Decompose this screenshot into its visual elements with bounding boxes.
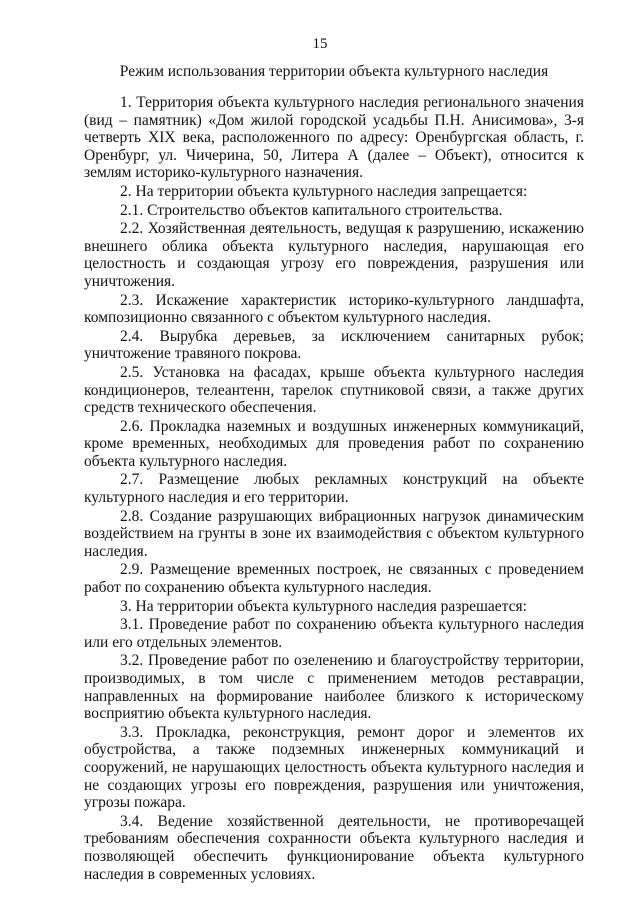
paragraph: 2.2. Хозяйственная деятельность, ведущая к разрушению, искажению внешнего облика объекта культурного наследия, нарушающая его целостность и создающая угрозу его повреждения, разрушения или уничтожения. <box>84 220 584 290</box>
paragraph: 3.4. Ведение хозяйственной деятельности, не противоречащей требованиям обеспечения сохранности объекта культурного наследия и позволяющей обеспечить функционирование объекта культурного наследия в современных условиях. <box>84 812 584 883</box>
paragraph: 2.6. Прокладка наземных и воздушных инженерных коммуникаций, кроме временных, необходимых для проведения работ по сохранению объекта культурного наследия. <box>84 417 584 470</box>
paragraph: 3.3. Прокладка, реконструкция, ремонт дорог и элементов их обустройства, а также подземных инженерных коммуникаций и сооружений, не нарушающих целостность объекта культурного наследия и не создающих угрозы его повреждения, разрушения или уничтожения, угрозы пожара. <box>84 723 584 812</box>
paragraph: 2.9. Размещение временных построек, не связанных с проведением работ по сохранению объекта культурного наследия. <box>84 561 584 597</box>
paragraph: 2.8. Создание разрушающих вибрационных нагрузок динамическим воздействием на грунты в зоне их взаимодействия с объектом культурного наследия. <box>84 507 584 560</box>
paragraph: 2.7. Размещение любых рекламных конструкций на объекте культурного наследия и его территории. <box>84 471 584 507</box>
document-body <box>84 94 584 884</box>
paragraph: 2.5. Установка на фасадах, крыше объекта культурного наследия кондиционеров, телеантенн, тарелок спутниковой связи, а также других средств технического обеспечения. <box>84 363 584 417</box>
paragraph: 3.1. Проведение работ по сохранению объекта культурного наследия или его отдельных элементов. <box>84 616 584 651</box>
page-number: 15 <box>312 36 328 52</box>
paragraph: 2.4. Вырубка деревьев, за исключением санитарных рубок; уничтожение травяного покрова. <box>84 327 584 363</box>
paragraph: 3. На территории объекта культурного наследия разрешается: <box>120 597 527 615</box>
paragraph: 2.1. Строительство объектов капитального строительства. <box>120 201 503 219</box>
document-title: Режим использования территории объекта культурного наследия <box>119 63 549 80</box>
paragraph: 2. На территории объекта культурного наследия запрещается: <box>120 182 528 200</box>
paragraph: 1. Территория объекта культурного наследия регионального значения (вид – памятник) «Дом жилой городской усадьбы П.Н. Анисимова», 3-я четверть XIX века, расположенного по адресу: Оренбургская область, г. Оренбург, ул. Чичерина, 50, Литера А (далее – Объект), относится к землям историко-культурного назначения. <box>84 94 584 182</box>
paragraph: 2.3. Искажение характеристик историко-культурного ландшафта, композиционно связанного с объектом культурного наследия. <box>84 291 584 327</box>
paragraph: 3.2. Проведение работ по озеленению и благоустройству территории, производимых, в том числе с применением методов реставрации, направленных на формирование наиболее близкого к историческому восприятию объекта культурного наследия. <box>84 652 584 723</box>
